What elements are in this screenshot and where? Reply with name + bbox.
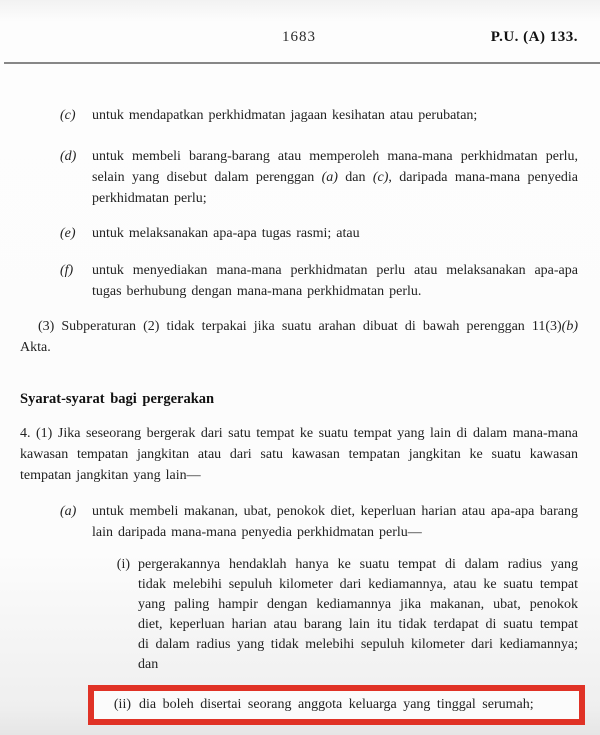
clause-f-text: untuk menyediakan mana-mana perkhidmatan perlu atau melaksanakan apa-apa tugas berhubung dengan mana-mana perkhidmatan perlu. [92, 263, 578, 299]
clause-c-text: untuk mendapatkan perkhidmatan jagaan kesihatan atau perubatan; [92, 108, 478, 123]
regulation-4-paragraph: 4. (1) Jika seseorang bergerak dari satu tempat ke suatu tempat yang lain di dalam mana-mana kawasan tempatan jangkitan atau dari satu kawasan tempatan jangkitan ke suatu kawasan tempatan jangkitan yang lain— [20, 426, 578, 483]
document-content [20, 105, 578, 725]
clause-f-label: (f) [60, 263, 74, 278]
ref-perenggan-a: (a) [321, 170, 338, 185]
subclause-i-text: pergerakannya hendaklah hanya ke suatu tempat di dalam radius yang tidak melebihi sepuluh kilometer dari kediamannya, atau ke suatu tempat yang paling hampir dengan kediamannya jika makanan, ubat, penokok diet, keperluan harian atau barang lain itu tidak terdapat di suatu tempat di dalam radius yang tidak melebihi sepuluh kilometer dari kediamannya; dan [138, 557, 578, 672]
clause-e [60, 223, 578, 244]
clause-c-label: (c) [60, 108, 76, 123]
clause-d-text-part2: dan [337, 170, 373, 185]
header-rule [4, 62, 600, 64]
clause-d-text-part3: , daripada mana-mana penyedia perkhidmatan perlu; [92, 170, 579, 206]
clause-d-label: (d) [60, 149, 77, 164]
clause-e-label: (e) [60, 226, 76, 241]
page-header [20, 28, 578, 47]
subregulation-3-text-part1: (3) Subperaturan (2) tidak terpakai jika suatu arahan dibuat di bawah perenggan 11(3) [38, 319, 562, 334]
ref-perenggan-b: (b) [561, 319, 578, 334]
subclause-i [116, 555, 578, 675]
clause-d [60, 146, 579, 209]
ref-perenggan-c: (c) [372, 170, 389, 185]
subregulation-3-text-part2: Akta. [20, 340, 51, 355]
subclause-ii-label: (ii) [113, 697, 131, 712]
subclause-ii-text: dia boleh disertai seorang anggota keluarga yang tinggal serumah; [139, 697, 534, 712]
subclause-ii [113, 695, 573, 715]
clause-a [60, 501, 578, 543]
clause-e-text: untuk melaksanakan apa-apa tugas rasmi; atau [92, 226, 360, 241]
page-number: 1683 [282, 29, 316, 45]
clause-c [60, 105, 578, 126]
section-heading: Syarat-syarat bagi pergerakan [20, 391, 215, 407]
clause-f [60, 260, 578, 302]
document-reference: P.U. (A) 133. [490, 29, 578, 45]
highlight-box [88, 685, 585, 725]
clause-a-text: untuk membeli makanan, ubat, penokok diet, keperluan harian atau apa-apa barang lain daripada mana-mana penyedia perkhidmatan perlu— [92, 504, 578, 540]
subclause-i-label: (i) [116, 557, 130, 572]
clause-a-label: (a) [60, 504, 77, 519]
clause-d-text [92, 149, 578, 206]
subregulation-3-paragraph [20, 316, 578, 358]
clause-d-text-part1: untuk membeli barang-barang atau memperoleh mana-mana perkhidmatan perlu, selain yang disebut dalam perenggan [92, 149, 578, 185]
